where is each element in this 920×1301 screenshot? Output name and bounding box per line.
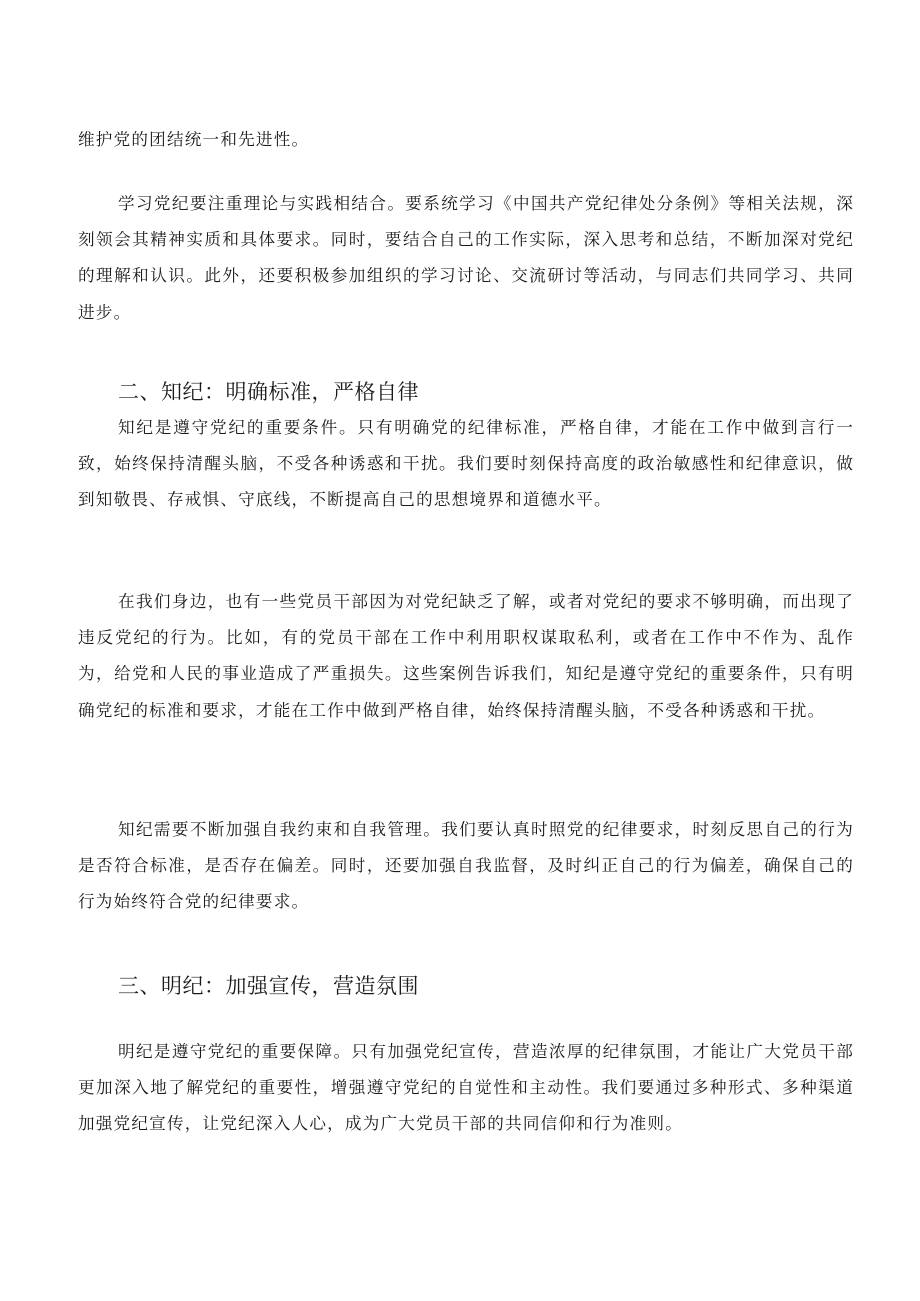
paragraph-self-discipline xyxy=(78,812,854,921)
paragraph-continuation xyxy=(78,122,854,158)
paragraph-1: 维护党的团结统一和先进性。 xyxy=(78,130,310,149)
paragraph-clarify-discipline xyxy=(78,1034,854,1143)
paragraph-4: 在我们身边，也有一些党员干部因为对党纪缺乏了解，或者对党纪的要求不够明确，而出现了违反党纪的行为。比如，有的党员干部在工作中利用职权谋取私利，或者在工作中不作为、乱作为，给党和人民的事业造成了严重损失。这些案例告诉我们，知纪是遵守党纪的重要条件，只有明确党纪的标准和要求，才能在工作中做到严格自律，始终保持清醒头脑，不受各种诱惑和干扰。 xyxy=(78,592,854,720)
paragraph-6: 明纪是遵守党纪的重要保障。只有加强党纪宣传，营造浓厚的纪律氛围，才能让广大党员干部更加深入地了解党纪的重要性，增强遵守党纪的自觉性和主动性。我们要通过多种形式、多种渠道加强党纪宣传，让党纪深入人心，成为广大党员干部的共同信仰和行为准则。 xyxy=(78,1042,854,1134)
paragraph-5: 知纪需要不断加强自我约束和自我管理。我们要认真时照党的纪律要求，时刻反思自己的行为是否符合标准，是否存在偏差。同时，还要加强自我监督，及时纠正自己的行为偏差，确保自己的行为始终符合党的纪律要求。 xyxy=(78,820,854,912)
paragraph-study-discipline xyxy=(78,186,854,331)
paragraph-3: 知纪是遵守党纪的重要条件。只有明确党的纪律标准，严格自律，才能在工作中做到言行一致，始终保持清醒头脑，不受各种诱惑和干扰。我们要时刻保持高度的政治敏感性和纪律意识，做到知敬畏、存戒惧、守底线，不断提高自己的思想境界和道德水平。 xyxy=(78,418,854,510)
section-heading-2 xyxy=(78,378,854,406)
paragraph-2: 学习党纪要注重理论与实践相结合。要系统学习《中国共产党纪律处分条例》等相关法规，深刻领会其精神实质和具体要求。同时，要结合自己的工作实际，深入思考和总结，不断加深对党纪的理解和认识。此外，还要积极参加组织的学习讨论、交流研讨等活动，与同志们共同学习、共同进步。 xyxy=(78,194,854,322)
heading-know-discipline: 二、知纪：明确标准，严格自律 xyxy=(118,380,419,404)
paragraph-know-discipline xyxy=(78,410,854,519)
paragraph-cases xyxy=(78,584,854,729)
section-heading-3 xyxy=(78,972,854,1000)
heading-clarify-discipline: 三、明纪：加强宣传，营造氛围 xyxy=(118,974,419,998)
